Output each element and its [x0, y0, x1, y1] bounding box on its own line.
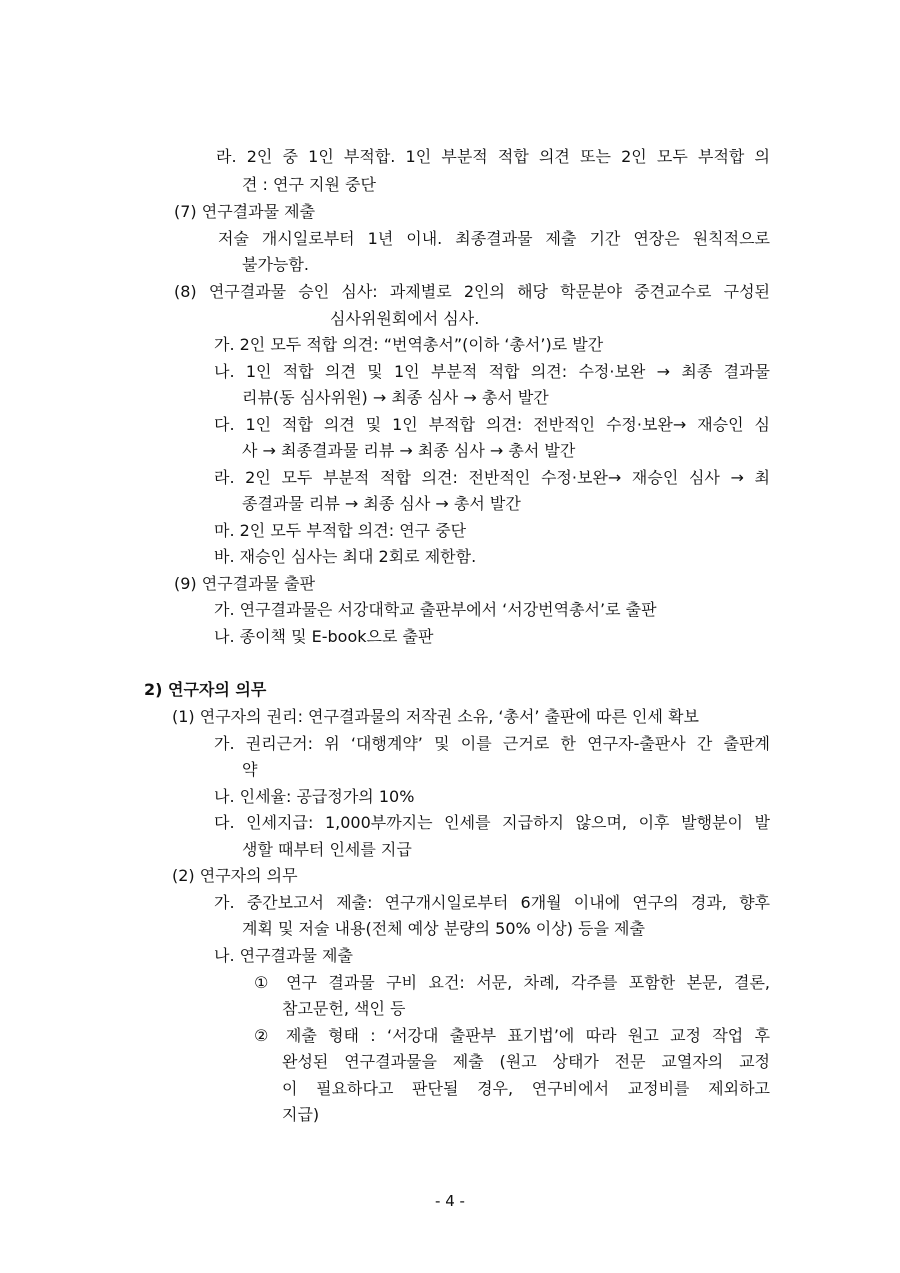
section-8-title-line1: (8) 연구결과물 승인 심사: 과제별로 2인의 해당 학문분야 중견교수로 구성된 [174, 282, 770, 301]
section-8-item-ma: 마. 2인 모두 부적합 의견: 연구 중단 [214, 521, 467, 540]
section-8-item-ba: 바. 재승인 심사는 최대 2회로 제한함. [214, 547, 477, 566]
section-9-item-na: 나. 종이책 및 E-book으로 출판 [214, 627, 434, 646]
circled-item-2-line2: 완성된 연구결과물을 제출 (원고 상태가 전문 교열자의 교정 [282, 1052, 770, 1071]
section-8-item-da-line1: 다. 1인 적합 의견 및 1인 부적합 의견: 전반적인 수정·보완→ 재승인 심 [214, 415, 770, 434]
section-9-item-ga: 가. 연구결과물은 서강대학교 출판부에서 ‘서강번역총서’로 출판 [214, 600, 657, 619]
section-8-item-na-line1: 나. 1인 적합 의견 및 1인 부분적 적합 의견: 수정·보완 → 최종 결과물 [214, 362, 770, 381]
section-7-title: (7) 연구결과물 제출 [174, 202, 316, 221]
part-2-item-na: 나. 연구결과물 제출 [214, 946, 353, 965]
circled-item-1-line1: ① 연구 결과물 구비 요건: 서문, 차례, 각주를 포함한 본문, 결론, [254, 973, 770, 992]
part-1-item-na: 나. 인세율: 공급정가의 10% [214, 787, 415, 806]
section-8-title-line2: 심사위원회에서 심사. [330, 309, 480, 328]
part-1-item-ga-line2: 약 [242, 760, 258, 779]
part-1-item-da-line2: 생할 때부터 인세를 지급 [242, 840, 412, 859]
section-8-item-ra-line1: 라. 2인 모두 부분적 적합 의견: 전반적인 수정·보완→ 재승인 심사 → 최 [214, 468, 770, 487]
section-8-item-na-line2: 리뷰(동 심사위원) → 최종 심사 → 총서 발간 [242, 388, 549, 407]
section-8-item-da-line2: 사 → 최종결과물 리뷰 → 최종 심사 → 총서 발간 [242, 441, 576, 460]
circled-item-2-line3: 이 필요하다고 판단될 경우, 연구비에서 교정비를 제외하고 [282, 1079, 770, 1098]
circled-item-1-line2: 참고문헌, 색인 등 [282, 999, 406, 1018]
part-2-item-ga-line1: 가. 중간보고서 제출: 연구개시일로부터 6개월 이내에 연구의 경과, 향후 [214, 893, 770, 912]
part-1-item-ga-line1: 가. 권리근거: 위 ‘대행계약’ 및 이를 근거로 한 연구자-출판사 간 출판계 [214, 734, 770, 753]
item-ra-line2: 견 : 연구 지원 중단 [242, 175, 376, 194]
circled-item-2-line1: ② 제출 형태 : ‘서강대 출판부 표기법’에 따라 원고 교정 작업 후 [254, 1026, 770, 1045]
part-2-item-ga-line2: 계획 및 저술 내용(전체 예상 분량의 50% 이상) 등을 제출 [242, 919, 645, 938]
item-ra-line1: 라. 2인 중 1인 부적합. 1인 부분적 적합 의견 또는 2인 모두 부적합 의 [216, 147, 770, 166]
section-9-title: (9) 연구결과물 출판 [174, 574, 316, 593]
section-heading-researcher-duties: 2) 연구자의 의무 [144, 680, 267, 699]
section-7-text-line2: 불가능함. [242, 255, 309, 274]
page-number: - 4 - [435, 1192, 465, 1210]
section-8-item-ga: 가. 2인 모두 적합 의견: “번역총서”(이하 ‘총서’)로 발간 [214, 335, 604, 354]
part-1-item-da-line1: 다. 인세지급: 1,000부까지는 인세를 지급하지 않으며, 이후 발행분이 발 [214, 813, 770, 832]
part-2-title: (2) 연구자의 의무 [172, 866, 298, 885]
circled-item-2-line4: 지급) [282, 1105, 320, 1124]
section-7-text-line1: 저술 개시일로부터 1년 이내. 최종결과물 제출 기간 연장은 원칙적으로 [218, 229, 770, 248]
part-1-title: (1) 연구자의 권리: 연구결과물의 저작권 소유, ‘총서’ 출판에 따른 인세 확보 [172, 707, 699, 726]
section-8-item-ra-line2: 종결과물 리뷰 → 최종 심사 → 총서 발간 [242, 494, 521, 513]
